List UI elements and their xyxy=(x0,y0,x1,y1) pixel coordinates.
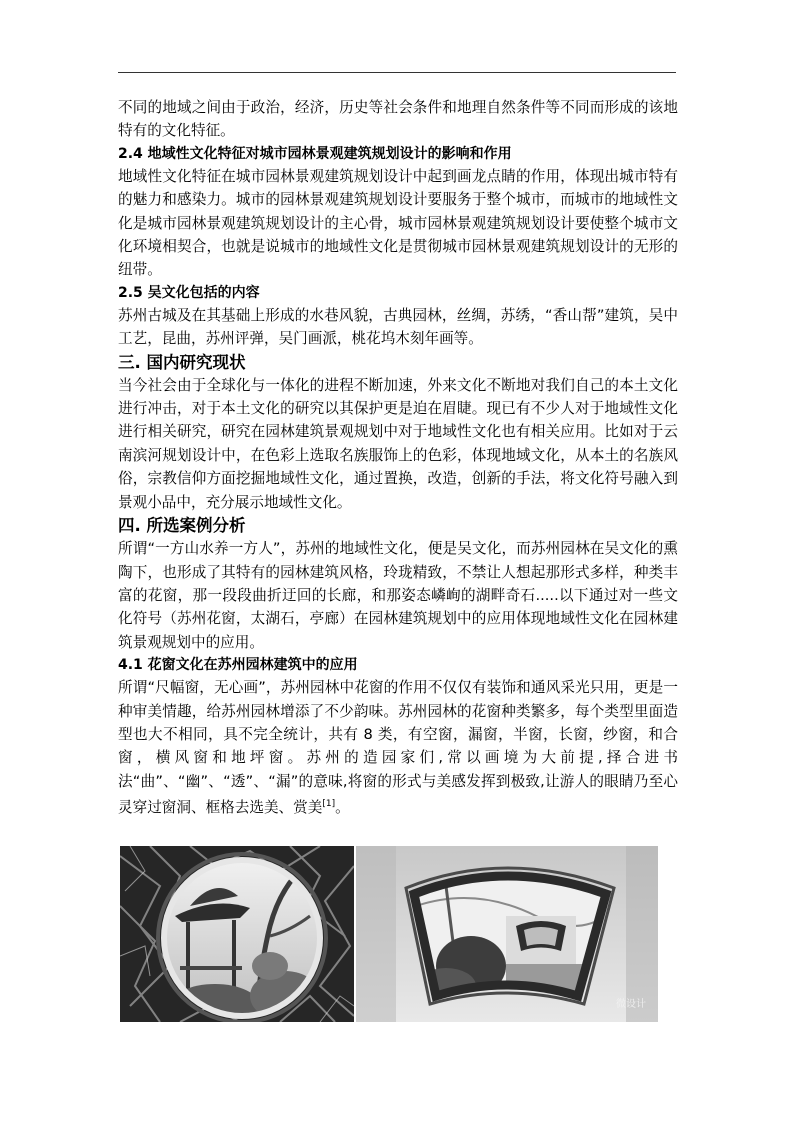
fan-window-illustration xyxy=(356,846,658,1022)
paragraph-regional-culture-definition: 不同的地域之间由于政治，经济，历史等社会条件和地理自然条件等不同而形成的该地特有的文化特征。 xyxy=(118,99,678,140)
paragraph-regional-culture-role: 地域性文化特征在城市园林景观建筑规划设计中起到画龙点睛的作用，体现出城市特有的魅力和感染力。城市的园林景观建筑规划设计要服务于整个城市，而城市的地域性文化是城市园林景观建筑规划设计的主心骨，城市园林景观建筑规划设计要使整个城市文化环境相契合，也就是说城市的地域性文化是贯彻城市园林景观建筑规划设计的无形的纽带。 xyxy=(118,167,678,279)
heading-2-4: 2.4 地域性文化特征对城市园林景观建筑规划设计的影响和作用 xyxy=(118,145,512,162)
heading-2-5: 2.5 吴文化包括的内容 xyxy=(118,284,260,301)
heading-section-3: 三. 国内研究现状 xyxy=(118,352,246,372)
heading-4-1: 4.1 花窗文化在苏州园林建筑中的应用 xyxy=(118,657,358,674)
header-rule xyxy=(118,72,676,73)
heading-section-4: 四. 所选案例分析 xyxy=(118,516,246,536)
lattice-window-text: 所谓“尺幅窗，无心画”，苏州园林中花窗的作用不仅仅有装饰和通风采光只用，更是一种审美情趣，给苏州园林增添了不少韵味。苏州园林的花窗种类繁多，每个类型里面造型也大不相同，具不完全统计，共有 8 类，有空窗，漏窗，半窗，长窗，纱窗，和合窗，横风窗和地坪窗。苏州的造园家们,常以画境为大前提,择合进书法“曲”、“幽”、“透”、“漏”的意味,将窗的形式与美感发挥到极致,让游人的眼睛乃至心灵穿过窗洞、框格去选美、赏美 xyxy=(118,679,678,817)
document-body xyxy=(118,96,678,819)
citation-ref[interactable]: [1] xyxy=(322,799,336,810)
photo-round-lattice-window xyxy=(120,846,354,1022)
paragraph-domestic-research: 当今社会由于全球化与一体化的进程不断加速，外来文化不断地对我们自己的本土文化进行冲击，对于本土文化的研究以其保护更是迫在眉睫。现已有不少人对于地域性文化进行相关研究，研究在园林建筑景观规划中对于地域性文化也有相关应用。比如对于云南滨河规划设计中，在色彩上选取名族服饰上的色彩，体现地域文化，从本土的名族风俗，宗教信仰方面挖掘地域性文化，通过置换，改造，创新的手法，将文化符号融入到景观小品中，充分展示地域性文化。 xyxy=(118,376,678,511)
figure-row xyxy=(120,846,658,1022)
photo-fan-shaped-window xyxy=(356,846,658,1022)
paragraph-wu-culture-content: 苏州古城及在其基础上形成的水巷风貌，古典园林，丝绸，苏绣，“香山帮”建筑，吴中工艺，昆曲，苏州评弹，吴门画派，桃花坞木刻年画等。 xyxy=(118,306,678,348)
watermark-label: 微设计 xyxy=(616,999,646,1010)
paragraph-case-analysis: 所谓“一方山水养一方人”，苏州的地域性文化，便是吴文化，而苏州园林在吴文化的熏陶下，也形成了其特有的园林建筑风格，玲珑精致，不禁让人想起那形式多样，种类丰富的花窗，那一段段曲折迂回的长廊，和那姿态嶙峋的湖畔奇石.....以下通过对一些文化符号（苏州花窗，太湖石，亭廊）在园林建筑规划中的应用体现地域性文化在园林建筑景观规划中的应用。 xyxy=(118,540,678,651)
lattice-window-end: 。 xyxy=(335,799,350,817)
round-window-illustration xyxy=(120,846,354,1022)
paragraph-lattice-window xyxy=(118,676,678,819)
